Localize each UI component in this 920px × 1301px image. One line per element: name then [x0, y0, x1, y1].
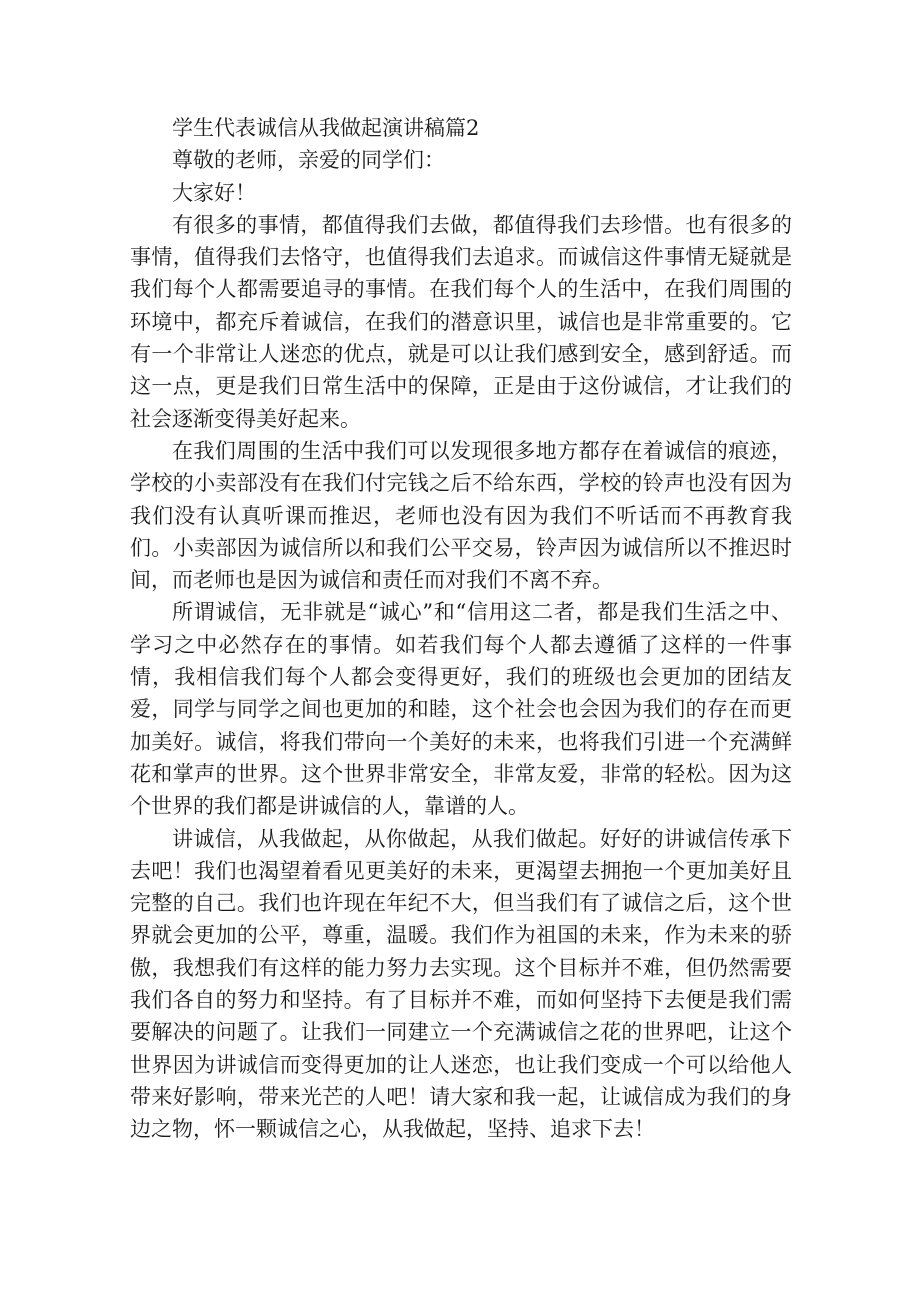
paragraph-3: 所谓诚信，无非就是“诚心”和“信用这二者，都是我们生活之中、学习之中必然存在的事情。如若我们每个人都去遵循了这样的一件事情，我相信我们每个人都会变得更好，我们的班级也会更加的团结友爱，同学与同学之间也更加的和睦，这个社会也会因为我们的存在而更加美好。诚信，将我们带向一个美好的未来，也将我们引进一个充满鲜花和掌声的世界。这个世界非常安全，非常友爱，非常的轻松。因为这个世界的我们都是讲诚信的人，靠谱的人。 — [130, 600, 792, 819]
document-title: 学生代表诚信从我做起演讲稿篇2 — [172, 116, 480, 140]
salutation: 尊敬的老师，亲爱的同学们： — [172, 148, 445, 173]
paragraph-4: 讲诚信，从我做起，从你做起，从我们做起。好好的讲诚信传承下去吧！我们也渴望着看见更美好的未来，更渴望去拥抱一个更加美好且完整的自己。我们也许现在年纪不大，但当我们有了诚信之后，这个世界就会更加的公平，尊重，温暖。我们作为祖国的未来，作为未来的骄傲，我想我们有这样的能力努力去实现。这个目标并不难，但仍然需要我们各自的努力和坚持。有了目标并不难，而如何坚持下去便是我们需要解决的问题了。让我们一同建立一个充满诚信之花的世界吧，让这个世界因为讲诚信而变得更加的让人迷恋，也让我们变成一个可以给他人带来好影响，带来光芒的人吧！请大家和我一起，让诚信成为我们的身边之物，怀一颗诚信之心，从我做起，坚持、追求下去！ — [130, 826, 792, 1142]
greeting: 大家好！ — [172, 180, 256, 205]
document-body — [130, 112, 792, 1146]
paragraph-1: 有很多的事情，都值得我们去做，都值得我们去珍惜。也有很多的事情，值得我们去恪守，也值得我们去追求。而诚信这件事情无疑就是我们每个人都需要追寻的事情。在我们每个人的生活中，在我们周围的环境中，都充斥着诚信，在我们的潜意识里，诚信也是非常重要的。它有一个非常让人迷恋的优点，就是可以让我们感到安全，感到舒适。而这一点，更是我们日常生活中的保障，正是由于这份诚信，才让我们的社会逐渐变得美好起来。 — [130, 212, 792, 431]
paragraph-2: 在我们周围的生活中我们可以发现很多地方都存在着诚信的痕迹，学校的小卖部没有在我们付完钱之后不给东西，学校的铃声也没有因为我们没有认真听课而推迟，老师也没有因为我们不听话而不再教育我们。小卖部因为诚信所以和我们公平交易，铃声因为诚信所以不推迟时间，而老师也是因为诚信和责任而对我们不离不弃。 — [130, 438, 792, 593]
